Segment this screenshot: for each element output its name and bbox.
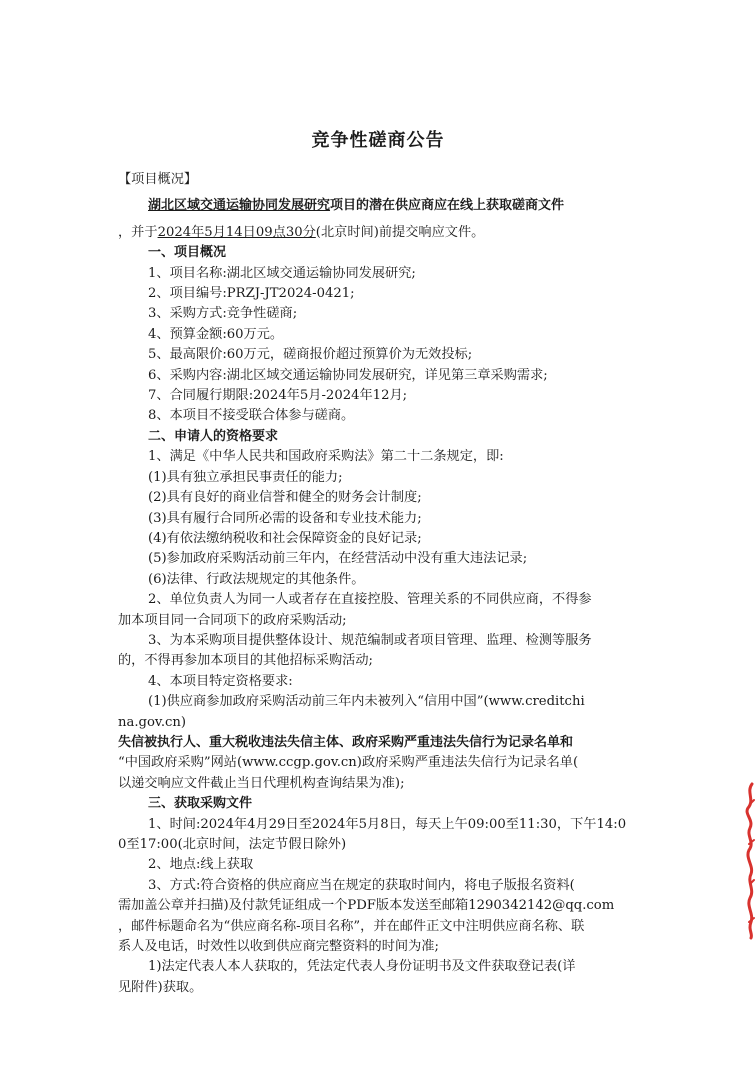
intro-line-2	[118, 223, 634, 243]
section-2-sub-item: (1)具有独立承担民事责任的能力;	[148, 469, 343, 485]
section-2-item-2-cont: 加本项目同一合同项下的政府采购活动;	[118, 612, 347, 628]
section-1-item: 1、项目名称:湖北区域交通运输协同发展研究;	[148, 265, 416, 281]
section-3-item-2: 2、地点:线上获取	[148, 857, 254, 873]
section-1-item: 5、最高限价:60万元，磋商报价超过预算价为无效投标;	[148, 347, 473, 363]
section-2-item-4: 4、本项目特定资格要求:	[148, 673, 293, 689]
section-2-item-3-cont: 的，不得再参加本项目的其他招标采购活动;	[118, 653, 374, 669]
seal-stamp-icon	[742, 780, 756, 940]
section-1-item: 8、本项目不接受联合体参与磋商。	[148, 408, 355, 424]
section-3-item-3-cont: 需加盖公章并扫描)及付款凭证组成一个PDF版本发送至邮箱1290342142@qq.com	[118, 898, 615, 914]
section-2-item-2: 2、单位负责人为同一人或者存在直接控股、管理关系的不同供应商，不得参	[148, 592, 592, 608]
overview-label: 【项目概况】	[118, 172, 198, 187]
section-2-sub-item: (6)法律、行政法规规定的其他条件。	[148, 571, 365, 587]
section-3-item-3-cont: ，邮件标题命名为“供应商名称-项目名称”，并在邮件正文中注明供应商名称、联	[118, 918, 585, 934]
section-2-item-4-sub-1-cont: na.gov.cn)	[118, 714, 187, 730]
section-3-sub-1: 1)法定代表人本人获取的，凭法定代表人身份证明书及文件获取登记表(详	[148, 959, 576, 975]
section-2-item-4-sub-1-cont: “中国政府采购”网站(www.ccgp.gov.cn)政府采购严重违法失信行为记录名单(	[118, 755, 579, 771]
section-2-item-4-sub-1: (1)供应商参加政府采购活动前三年内未被列入“信用中国”(www.creditchi	[148, 694, 585, 710]
section-2-sub-item: (4)有依法缴纳税收和社会保障资金的良好记录;	[148, 530, 422, 546]
intro-deadline: 2024年5月14日09点30分	[157, 224, 316, 240]
section-3-item-3-cont: 系人及电话，时效性以收到供应商完整资料的时间为准;	[118, 939, 439, 955]
section-2-item-4-sub-1-cont: 失信被执行人、重大税收违法失信主体、政府采购严重违法失信行为记录名单和	[118, 734, 574, 750]
section-1-item: 3、采购方式:竞争性磋商;	[148, 306, 298, 322]
section-1-item: 6、采购内容:湖北区域交通运输协同发展研究，详见第三章采购需求;	[148, 367, 548, 383]
section-1-item: 2、项目编号:PRZJ-JT2024-0421;	[148, 286, 355, 302]
section-1-heading: 一、项目概况	[148, 245, 227, 261]
section-2-sub-item: (2)具有良好的商业信誉和健全的财务会计制度;	[148, 490, 422, 506]
section-3-item-3: 3、方式:符合资格的供应商应当在规定的获取时间内，将电子版报名资料(	[148, 877, 575, 893]
section-1-item: 7、合同履行期限:2024年5月-2024年12月;	[148, 388, 408, 404]
section-2-heading: 二、申请人的资格要求	[148, 428, 279, 444]
section-2-item-4-sub-1-cont: 以递交响应文件截止当日代理机构查询结果为准);	[118, 775, 405, 791]
section-3-item-1-cont: 0至17:00(北京时间，法定节假日除外)	[118, 837, 347, 852]
section-3-item-1: 1、时间:2024年4月29日至2024年5月8日，每天上午09:00至11:30，下午14:0	[148, 816, 627, 832]
section-2-sub-item: (5)参加政府采购活动前三年内，在经营活动中没有重大违法记录;	[148, 551, 528, 567]
intro-line-1-rest: 项目的潜在供应商应在线上获取磋商文件	[330, 198, 565, 214]
section-1-item: 4、预算金额:60万元。	[148, 326, 284, 342]
document-body	[118, 170, 634, 998]
section-2-item-1: 1、满足《中华人民共和国政府采购法》第二十二条规定，即:	[148, 449, 504, 465]
intro-line-1	[118, 196, 634, 216]
section-2-sub-item: (3)具有履行合同所必需的设备和专业技术能力;	[148, 510, 422, 526]
section-3-sub-1-cont: 见附件)获取。	[118, 979, 203, 995]
intro-project-name: 湖北区域交通运输协同发展研究	[148, 198, 331, 214]
intro-line-2-prefix: ，并于	[118, 224, 158, 240]
intro-line-2-suffix: (北京时间)前提交响应文件。	[315, 224, 485, 240]
section-2-item-3: 3、为本采购项目提供整体设计、规范编制或者项目管理、监理、检测等服务	[148, 632, 592, 648]
section-3-heading: 三、获取采购文件	[148, 796, 253, 812]
page-title: 竞争性磋商公告	[311, 130, 445, 151]
